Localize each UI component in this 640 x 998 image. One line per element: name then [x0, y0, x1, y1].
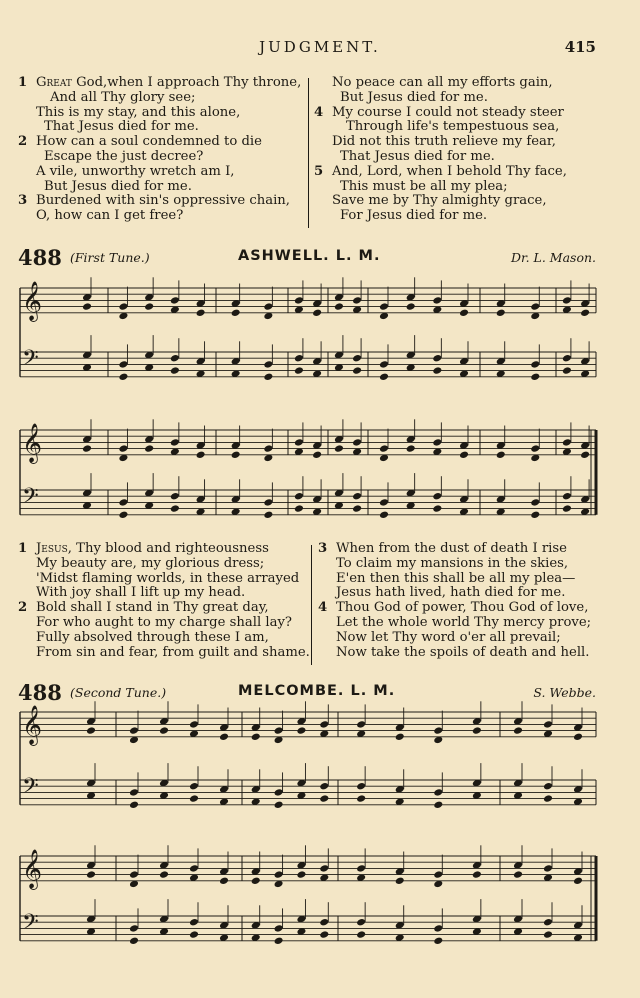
- tune-label: (Second Tune.): [70, 685, 167, 700]
- notehead: [496, 309, 506, 318]
- notehead: [379, 498, 389, 507]
- notehead: [170, 438, 180, 447]
- running-header: JUDGMENT.: [259, 38, 381, 56]
- hymn-number: 488: [18, 245, 62, 270]
- verse-line: 3 When from the dust of death I rise: [318, 541, 567, 556]
- verse-line: 1 Jesus, Thy blood and righteousness: [18, 541, 269, 556]
- notehead: [189, 782, 199, 791]
- notehead: [118, 302, 128, 311]
- notehead: [530, 302, 540, 311]
- notehead: [433, 937, 443, 946]
- notehead: [263, 444, 273, 453]
- verse-line: 2 Bold shall I stand in Thy great day,: [18, 600, 269, 616]
- notehead: [251, 877, 261, 886]
- notehead: [196, 309, 206, 318]
- notehead: [562, 366, 572, 375]
- notehead: [530, 498, 540, 507]
- verse-line: Save me by Thy almighty grace,: [332, 193, 547, 209]
- notehead: [543, 782, 553, 791]
- notehead: [129, 726, 139, 735]
- notehead: [231, 451, 241, 460]
- notehead: [496, 451, 506, 460]
- verse-line: 'Midst flaming worlds, in these arrayed: [36, 570, 300, 586]
- notehead: [274, 937, 284, 946]
- notehead: [562, 296, 572, 305]
- tune-name: MELCOMBE. L. M.: [238, 683, 396, 699]
- notehead: [129, 788, 139, 797]
- notehead: [296, 870, 306, 879]
- notehead: [82, 444, 92, 453]
- notehead: [472, 726, 482, 735]
- notehead: [432, 438, 442, 447]
- notehead: [294, 296, 304, 305]
- notehead: [356, 930, 366, 939]
- notehead: [562, 354, 572, 363]
- notehead: [231, 309, 241, 318]
- notehead: [433, 801, 443, 810]
- notehead: [118, 444, 128, 453]
- notehead: [274, 726, 284, 735]
- notehead: [433, 870, 443, 879]
- verse-line: Fully absolved through these I am,: [36, 629, 269, 645]
- notehead: [356, 720, 366, 729]
- notehead: [580, 309, 590, 318]
- notehead: [543, 918, 553, 927]
- verse-line: No peace can all my efforts gain,: [332, 75, 553, 90]
- tune-name: ASHWELL. L. M.: [238, 248, 381, 264]
- verse-line: With joy shall I lift up my head.: [36, 585, 246, 601]
- notehead: [379, 302, 389, 311]
- notehead: [129, 937, 139, 946]
- notehead: [543, 930, 553, 939]
- verse-line: 3 Burdened with sin's oppressive chain,: [18, 193, 290, 209]
- notehead: [129, 801, 139, 810]
- notehead: [562, 492, 572, 501]
- notehead: [395, 877, 405, 886]
- notehead: [530, 373, 540, 382]
- notehead: [433, 924, 443, 933]
- verse-line: 1 Great God,when I approach Thy throne,: [18, 75, 302, 90]
- notehead: [472, 870, 482, 879]
- bass-clef-icon: 𝄢: [22, 774, 39, 804]
- notehead: [432, 492, 442, 501]
- notehead: [312, 451, 322, 460]
- verse-line: O, how can I get free?: [36, 208, 184, 224]
- treble-clef-icon: 𝄞: [22, 423, 43, 463]
- treble-clef-icon: 𝄞: [22, 281, 43, 321]
- notehead: [543, 794, 553, 803]
- verse-line: My beauty are, my glorious dress;: [36, 555, 265, 571]
- notehead: [433, 726, 443, 735]
- notehead: [294, 504, 304, 513]
- notehead: [352, 366, 362, 375]
- notehead: [356, 864, 366, 873]
- notehead: [263, 302, 273, 311]
- column-divider: [311, 545, 312, 665]
- notehead: [189, 864, 199, 873]
- notehead: [379, 360, 389, 369]
- notehead: [129, 924, 139, 933]
- notehead: [432, 504, 442, 513]
- notehead: [129, 870, 139, 879]
- notehead: [379, 444, 389, 453]
- notehead: [319, 864, 329, 873]
- treble-clef-icon: 𝄞: [22, 849, 43, 889]
- notehead: [294, 366, 304, 375]
- notehead: [86, 726, 96, 735]
- notehead: [530, 444, 540, 453]
- verse-line: Now let Thy word o'er all prevail;: [336, 629, 561, 645]
- notehead: [294, 354, 304, 363]
- notehead: [82, 302, 92, 311]
- verse-line: A vile, unworthy wretch am I,: [36, 163, 235, 179]
- notehead: [433, 788, 443, 797]
- notehead: [294, 492, 304, 501]
- notehead: [170, 366, 180, 375]
- notehead: [432, 354, 442, 363]
- notehead: [189, 918, 199, 927]
- notehead: [334, 302, 344, 311]
- hymn-488-verses-right: [318, 542, 618, 660]
- notehead: [118, 498, 128, 507]
- notehead: [352, 296, 362, 305]
- notehead: [144, 302, 154, 311]
- notehead: [356, 782, 366, 791]
- notehead: [118, 373, 128, 382]
- notehead: [352, 354, 362, 363]
- verse-line: Did not this truth relieve my fear,: [332, 134, 556, 150]
- notehead: [274, 924, 284, 933]
- notehead: [118, 360, 128, 369]
- treble-clef-icon: 𝄞: [22, 705, 43, 745]
- verse-line: Jesus hath lived, hath died for me.: [336, 585, 566, 601]
- notehead: [356, 794, 366, 803]
- verse-line: 4 My course I could not steady steer: [314, 104, 564, 120]
- bass-clef-icon: 𝄢: [22, 346, 39, 376]
- notehead: [562, 438, 572, 447]
- notehead: [543, 864, 553, 873]
- verse-line: 2 How can a soul condemned to die: [18, 134, 262, 150]
- notehead: [144, 444, 154, 453]
- notehead: [573, 877, 583, 886]
- bass-clef-icon: 𝄢: [22, 484, 39, 514]
- verse-line: Now take the spoils of death and hell.: [336, 644, 590, 660]
- hymn-number: 488: [18, 680, 62, 705]
- verse-line: But Jesus died for me.: [340, 89, 488, 105]
- notehead: [356, 918, 366, 927]
- verse-line: That Jesus died for me.: [340, 148, 495, 164]
- notehead: [319, 918, 329, 927]
- bass-clef-icon: 𝄢: [22, 910, 39, 940]
- notehead: [196, 451, 206, 460]
- notehead: [334, 444, 344, 453]
- notehead: [580, 451, 590, 460]
- tune-label: (First Tune.): [70, 250, 150, 265]
- verse-line: But Jesus died for me.: [44, 178, 192, 194]
- notehead: [189, 930, 199, 939]
- notehead: [86, 870, 96, 879]
- notehead: [513, 726, 523, 735]
- verse-line: From sin and fear, from guilt and shame.: [36, 644, 310, 660]
- verse-line: 4 Thou God of power, Thou God of love,: [318, 600, 589, 616]
- notehead: [395, 733, 405, 742]
- notehead: [189, 794, 199, 803]
- notehead: [274, 870, 284, 879]
- notehead: [274, 801, 284, 810]
- notehead: [319, 720, 329, 729]
- notehead: [159, 726, 169, 735]
- verse-line: To claim my mansions in the skies,: [336, 555, 569, 571]
- verse-line: That Jesus died for me.: [44, 119, 199, 135]
- notehead: [296, 726, 306, 735]
- notehead: [263, 511, 273, 520]
- composer: S. Webbe.: [533, 685, 596, 700]
- notehead: [513, 870, 523, 879]
- notehead: [379, 511, 389, 520]
- verse-line: This is my stay, and this alone,: [36, 104, 241, 120]
- page-number: 415: [564, 38, 596, 56]
- notehead: [263, 360, 273, 369]
- notehead: [459, 451, 469, 460]
- notehead: [219, 733, 229, 742]
- verse-line: This must be all my plea;: [340, 178, 508, 194]
- notehead: [406, 302, 416, 311]
- notehead: [274, 788, 284, 797]
- verse-line: And all Thy glory see;: [50, 89, 196, 105]
- notehead: [459, 309, 469, 318]
- notehead: [432, 366, 442, 375]
- notehead: [352, 504, 362, 513]
- notehead: [562, 504, 572, 513]
- hymn-488-verses-left: [18, 542, 308, 660]
- notehead: [219, 877, 229, 886]
- verse-line: For Jesus died for me.: [340, 208, 488, 224]
- verse-line: For who aught to my charge shall lay?: [36, 614, 292, 630]
- notehead: [118, 511, 128, 520]
- notehead: [263, 498, 273, 507]
- verse-line: Let the whole world Thy mercy prove;: [336, 614, 592, 630]
- notehead: [170, 504, 180, 513]
- verse-line: Escape the just decree?: [44, 148, 204, 164]
- notehead: [319, 930, 329, 939]
- notehead: [352, 438, 362, 447]
- notehead: [159, 870, 169, 879]
- notehead: [251, 733, 261, 742]
- notehead: [379, 373, 389, 382]
- notehead: [573, 733, 583, 742]
- notehead: [319, 794, 329, 803]
- notehead: [294, 438, 304, 447]
- notehead: [170, 296, 180, 305]
- notehead: [406, 444, 416, 453]
- notehead: [170, 492, 180, 501]
- verse-line: 5 And, Lord, when I behold Thy face,: [314, 163, 567, 179]
- verse-line: Through life's tempestuous sea,: [346, 119, 560, 135]
- notehead: [530, 511, 540, 520]
- notehead: [312, 309, 322, 318]
- notehead: [530, 360, 540, 369]
- notehead: [319, 782, 329, 791]
- notehead: [352, 492, 362, 501]
- notehead: [170, 354, 180, 363]
- verse-line: E'en then this shall be all my plea—: [336, 570, 576, 586]
- notehead: [543, 720, 553, 729]
- notehead: [432, 296, 442, 305]
- notehead: [189, 720, 199, 729]
- notehead: [263, 373, 273, 382]
- composer: Dr. L. Mason.: [510, 250, 596, 265]
